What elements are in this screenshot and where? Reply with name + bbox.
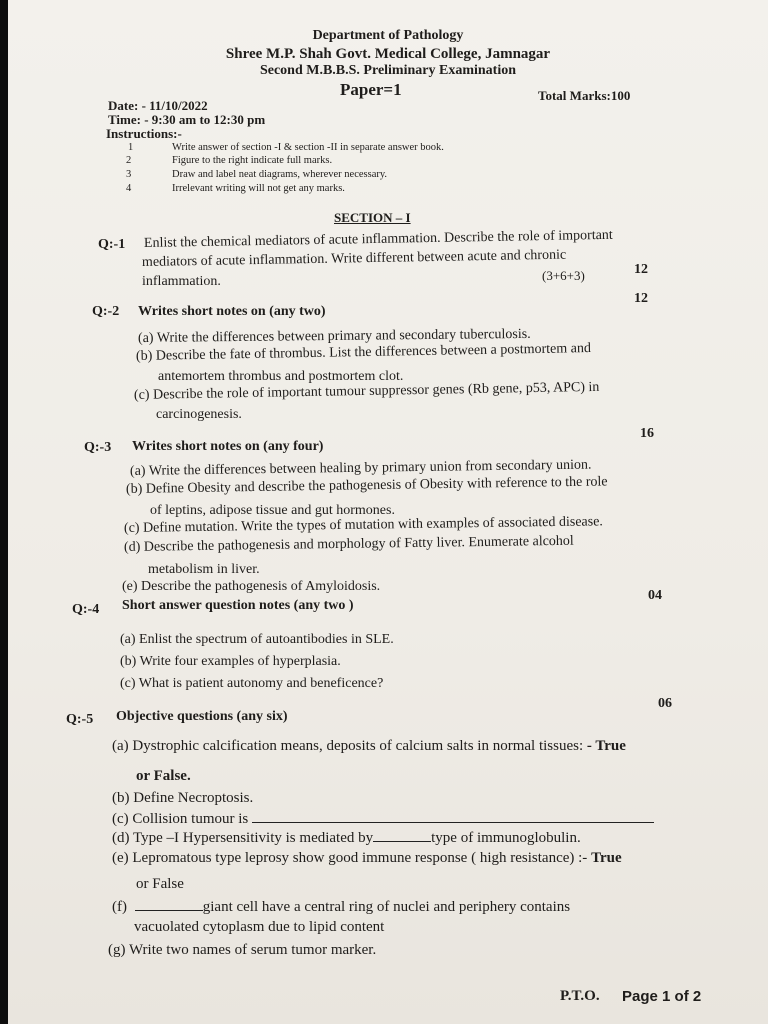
instruction-text: Irrelevant writing will not get any marks. — [172, 183, 345, 194]
q4-title: Short answer question notes (any two ) — [122, 598, 354, 613]
q5-label: Q:-5 — [66, 712, 94, 727]
instruction-text: Draw and label neat diagrams, wherever necessary. — [172, 169, 388, 180]
answer-blank — [252, 810, 654, 823]
q5-item-d — [112, 829, 581, 847]
section-title: SECTION – I — [334, 210, 411, 225]
q5-item-a-cont: or False. — [136, 768, 191, 784]
q4-item: (c) What is patient autonomy and beneficence? — [120, 676, 384, 691]
q2-item: (b) Describe the fate of thrombus. List the differences between a postmortem and — [135, 341, 592, 364]
q3-marks: 16 — [640, 426, 654, 441]
page-number: Page 1 of 2 — [622, 988, 702, 1005]
q4-item: (a) Enlist the spectrum of autoantibodies in SLE. — [120, 632, 394, 647]
q3-item: (c) Define mutation. Write the types of mutation with examples of associated disease. — [123, 514, 603, 536]
instruction-num: 3 — [126, 169, 132, 180]
q3-item-cont: metabolism in liver. — [148, 562, 260, 577]
q5-item-d-text-end: type of immunoglobulin. — [431, 830, 581, 846]
q5-item-f-cont: vacuolated cytoplasm due to lipid content — [134, 919, 385, 935]
exam-time: Time: - 9:30 am to 12:30 pm — [108, 112, 266, 127]
paper-title: Paper=1 — [340, 80, 402, 99]
q2-item: (c) Describe the role of important tumour suppressor genes (Rb gene, p53, APC) in — [133, 379, 600, 403]
q3-item: (a) Write the differences between healing by primary union from secondary union. — [129, 457, 592, 479]
exam-paper-page — [8, 0, 768, 1024]
answer-blank — [373, 829, 431, 842]
q1-marks: 12 — [634, 262, 648, 277]
q5-item-e-cont: or False — [136, 876, 184, 892]
q4-item: (b) Write four examples of hyperplasia. — [120, 654, 341, 669]
q1-label: Q:-1 — [98, 237, 126, 252]
q5-item-f-text: giant cell have a central ring of nuclei and periphery contains — [202, 899, 571, 915]
instruction-num: 4 — [126, 183, 132, 194]
q3-item: (e) Describe the pathogenesis of Amyloidosis. — [122, 579, 381, 594]
q5-item-g: (g) Write two names of serum tumor marker. — [108, 942, 377, 958]
q3-title: Writes short notes on (any four) — [132, 439, 324, 454]
q2-item-cont: carcinogenesis. — [156, 407, 242, 422]
q5-item-e-text: (e) Lepromatous type leprosy show good immune response ( high resistance) :- — [112, 850, 588, 866]
q5-item-c — [112, 810, 654, 828]
answer-blank — [135, 898, 203, 911]
instructions-label: Instructions:- — [106, 126, 182, 141]
q5-item-a — [112, 738, 626, 755]
q1-text-line: mediators of acute inflammation. Write different between acute and chronic — [141, 247, 567, 270]
q2-marks: 12 — [634, 291, 648, 306]
q1-text-line: inflammation. — [142, 274, 221, 289]
q2-label: Q:-2 — [92, 304, 120, 319]
instruction-text: Figure to the right indicate full marks. — [172, 155, 333, 166]
instruction-text: Write answer of section -I & section -II in separate answer book. — [172, 142, 444, 153]
q5-item-a-true: - True — [586, 738, 626, 754]
q3-item-cont: of leptins, adipose tissue and gut hormones. — [150, 503, 395, 518]
q5-item-e — [112, 850, 622, 867]
exam-date: Date: - 11/10/2022 — [108, 98, 208, 113]
department-heading: Department of Pathology — [312, 28, 464, 43]
instruction-num: 1 — [128, 142, 134, 153]
q5-item-a-text: (a) Dystrophic calcification means, deposits of calcium salts in normal tissues: — [112, 738, 584, 754]
q3-item: (b) Define Obesity and describe the pathogenesis of Obesity with reference to the role — [125, 474, 608, 497]
college-heading: Shree M.P. Shah Govt. Medical College, Jamnagar — [225, 46, 551, 62]
q5-item-c-text: (c) Collision tumour is — [112, 811, 249, 827]
q3-label: Q:-3 — [84, 440, 112, 455]
q2-title: Writes short notes on (any two) — [138, 304, 326, 319]
q5-marks: 06 — [658, 696, 672, 711]
instruction-num: 2 — [126, 155, 132, 166]
q2-item: (a) Write the differences between primary and secondary tuberculosis. — [137, 326, 531, 346]
q1-marks-split: (3+6+3) — [542, 268, 585, 283]
total-marks: Total Marks:100 — [538, 88, 631, 103]
q5-item-d-text: (d) Type –I Hypersensitivity is mediated by — [112, 830, 374, 846]
q2-item-cont: antemortem thrombus and postmortem clot. — [158, 369, 404, 384]
q5-item-f-label: (f) — [112, 899, 127, 915]
q5-item-f — [112, 898, 570, 916]
q4-label: Q:-4 — [72, 602, 100, 617]
pto-label: P.T.O. — [560, 988, 600, 1004]
q1-text-line: Enlist the chemical mediators of acute inflammation. Describe the role of important — [143, 227, 613, 251]
q5-title: Objective questions (any six) — [116, 709, 288, 724]
exam-heading: Second M.B.B.S. Preliminary Examination — [259, 63, 517, 78]
q5-item-e-true: True — [591, 850, 622, 866]
q4-marks: 04 — [648, 588, 662, 603]
q5-item-b: (b) Define Necroptosis. — [112, 790, 254, 806]
q3-item: (d) Describe the pathogenesis and morphology of Fatty liver. Enumerate alcohol — [123, 533, 574, 555]
